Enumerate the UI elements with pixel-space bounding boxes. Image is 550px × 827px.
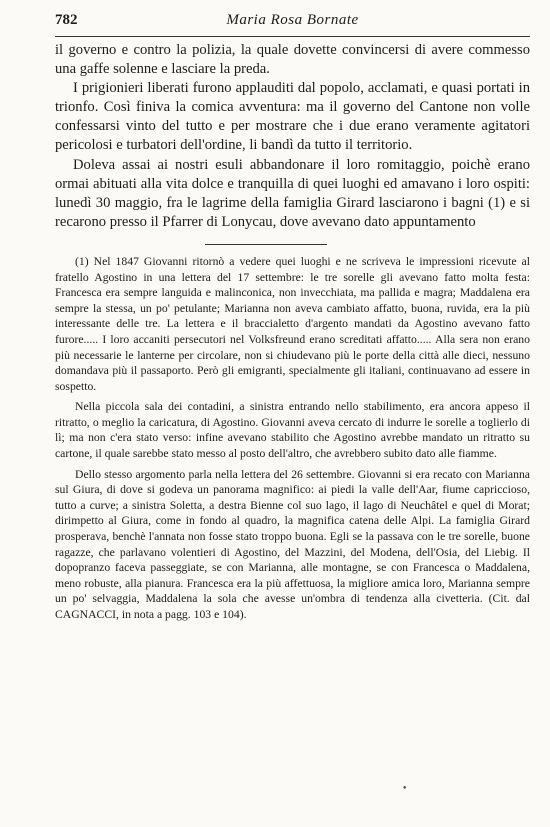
footnote-paragraph: Nella piccola sala dei contadini, a sinistra entrando nello stabilimento, era ancora appeso il ritratto, o meglio la caricatura, di Agostino. Giovanni aveva cercato di indurre le sorelle a toglierlo di lì; ma non c'era stato verso: infine avevano stabilito che Agostino avrebbe mandato un ritratto su cartone, il quale sarebbe stato messo al posto dell'altro, che avrebbero subito dato alle fiamme. <box>55 400 530 461</box>
paragraph-continuation: il governo e contro la polizia, la quale dovette convincersi di avere commesso una gaffe solenne e lasciare la preda. <box>55 42 530 78</box>
page-number: 782 <box>55 12 78 28</box>
paragraph: I prigionieri liberati furono applauditi dal popolo, acclamati, e quasi portati in trionfo. Così finiva la comica avventura: ma il governo del Cantone non volle confessarsi vinto del tutto e per mostrare che i due erano veramente agitatori pericolosi e turbatori dell'ordine, li bandì da tutto il territorio. <box>55 80 530 154</box>
main-text <box>55 41 530 232</box>
footnote-paragraph: (1) Nel 1847 Giovanni ritornò a vedere quei luoghi e ne scriveva le impressioni ricevute al fratello Agostino in una lettera del 17 settembre: le tre sorelle gli avevano fatto molta festa: Francesca era sempre languida e malinconica, non invecchiata, ma pallida e magra; Maddalena era sempre la stessa, un po' petulante; Marianna non aveva cambiato affatto, buona, ruvida, era la più interessante delle tre. La lettera e il braccialetto d'argento mandati da Agostino avevano fatto furore..... I loro accaniti persecutori nel Volksfreund erano screditati affatto..... Alla sera non erano più necessarie le lanterne per circolare, non si chiudevano più le porte della città alle dieci, nessuno domandava più il passaporto. Però gli emigranti, specialmente gli italiani, continuavano ad essere in sospetto. <box>55 254 530 393</box>
paragraph: Doleva assai ai nostri esuli abbandonare il loro romitaggio, poichè erano ormai abituati alla vita dolce e tranquilla di quei luoghi ed amavano i loro ospiti: lunedì 30 maggio, fra le lagrime della famiglia Girard lasciarono i bagni (1) e si recarono presso il Pfarrer di Lonycau, dove avevano dato appuntamento <box>55 156 530 230</box>
bottom-mark: • <box>402 784 408 794</box>
footnotes <box>55 254 530 623</box>
page-header <box>55 10 530 37</box>
footnote-paragraph: Dello stesso argomento parla nella lettera del 26 settembre. Giovanni si era recato con Marianna sul Giura, di dove si godeva un panorama magnifico: ai piedi la valle dell'Aar, fiume capriccioso, tutto a curve; a sinistra Soletta, a destra Bienne col suo lago, il lago di Neuchâtel e quel di Morat; dirimpetto al Giura, come in fondo al quadro, la magnifica catena delle Alpi. La famiglia Girard prosperava, benchè l'annata non fosse stato troppo buona. Egli se la passava con le tre sorelle, buone ragazze, che parlavano volentieri di Agostino, del Mazzini, del Modena, dell'Osia, del Liebig. Il dopopranzo faceva passeggiate, se con Marianna, alle montagne, se con Francesca o Maddalena, meno robuste, alla pianura. Francesca era la più affettuosa, la migliore amica loro, Marianna sempre un po' selvaggia, Maddalena la sola che avesse un'ombra di tendenza alla civetteria. (Cit. dal CAGNACCI, in nota a pagg. 103 e 104). <box>55 467 530 621</box>
footnote-rule <box>205 244 327 245</box>
running-head: Maria Rosa Bornate <box>226 12 359 28</box>
